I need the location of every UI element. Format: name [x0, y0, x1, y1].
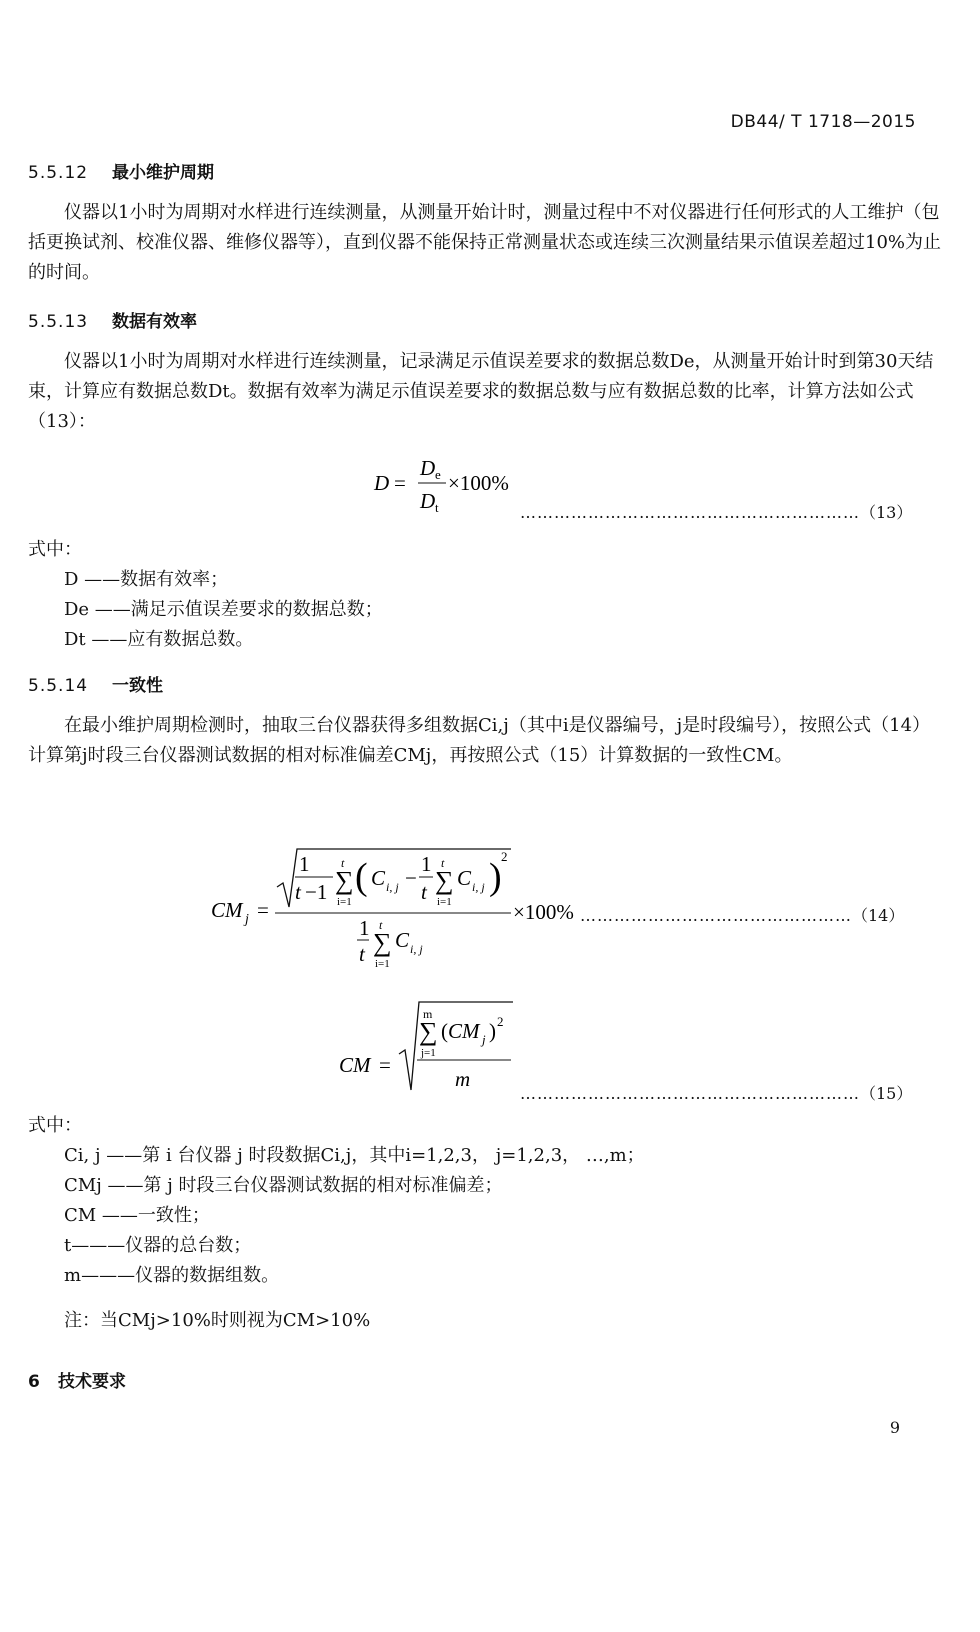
svg-text:t: t	[441, 856, 445, 870]
section-title: 一致性	[112, 676, 163, 696]
section-title: 数据有效率	[112, 312, 197, 332]
svg-text:1: 1	[359, 916, 370, 940]
svg-text:t: t	[295, 880, 301, 904]
svg-text:i=1: i=1	[437, 896, 452, 908]
section-number: 5.5.12	[28, 163, 89, 183]
note: 注：当CMj>10%时则视为CM>10%	[64, 1310, 371, 1331]
svg-text:t: t	[341, 856, 345, 870]
section-heading-5-5-14	[28, 671, 163, 696]
svg-text:1: 1	[299, 852, 310, 876]
eq13-number: （13）	[860, 503, 913, 522]
formula-15-graphic	[335, 996, 525, 1096]
section-number: 5.5.14	[28, 676, 89, 696]
section-number: 6	[28, 1372, 40, 1392]
svg-text:(: (	[355, 856, 368, 898]
svg-text:∑: ∑	[373, 928, 392, 957]
svg-text:): )	[489, 1019, 496, 1043]
svg-text:D: D	[420, 489, 436, 513]
section-title: 最小维护周期	[112, 163, 214, 183]
svg-text:i=1: i=1	[337, 896, 352, 908]
svg-text:i, j: i, j	[472, 880, 485, 894]
svg-text:C: C	[395, 928, 410, 952]
svg-text:2: 2	[501, 849, 508, 864]
svg-text:m: m	[423, 1007, 433, 1021]
eq15-number: （15）	[860, 1084, 913, 1103]
section-title: 技术要求	[58, 1372, 126, 1392]
svg-text:∑: ∑	[335, 866, 354, 895]
svg-text:CM: CM	[339, 1053, 371, 1077]
paragraph-consistency: 在最小维护周期检测时，抽取三台仪器获得多组数据Ci,j（其中i是仪器编号，j是时段编号），按照公式（14）计算第j时段三台仪器测试数据的相对标准偏差CMj，再按照公式（15）计算数据的一致性CM。	[28, 715, 931, 766]
svg-text:(: (	[441, 1019, 448, 1043]
svg-text:×100%: ×100%	[513, 900, 574, 924]
svg-text:CM: CM	[211, 898, 243, 922]
formula-14-graphic	[205, 845, 585, 975]
svg-text:∑: ∑	[435, 866, 454, 895]
svg-text:t: t	[359, 942, 365, 966]
svg-text:j: j	[482, 1032, 486, 1047]
svg-text:i=1: i=1	[375, 958, 390, 970]
svg-text:j: j	[245, 912, 249, 927]
def-CM: CM ——一致性；	[64, 1205, 210, 1226]
svg-text:t: t	[379, 918, 383, 932]
def-CMj: CMj ——第 j 时段三台仪器测试数据的相对标准偏差；	[64, 1175, 503, 1196]
def-Cij: Ci, j ——第 i 台仪器 j 时段数据Ci,j，其中i=1,2,3， j=1,2,3， …,m；	[64, 1145, 645, 1166]
svg-text:×100%: ×100%	[448, 471, 509, 495]
svg-text:=: =	[257, 898, 269, 922]
standard-number: DB44/ T 1718—2015	[730, 112, 916, 132]
def-m: m———仪器的数据组数。	[64, 1265, 280, 1286]
svg-text:=: =	[394, 471, 406, 495]
svg-text:−1: −1	[305, 880, 328, 904]
svg-text:=: =	[379, 1053, 391, 1077]
page-number: 9	[889, 1418, 900, 1437]
formula-13	[370, 450, 530, 520]
section-heading-5-5-12	[28, 158, 214, 183]
formula-15	[335, 996, 525, 1096]
svg-text:D: D	[374, 471, 390, 495]
def-Dt: Dt ——应有数据总数。	[64, 629, 254, 650]
svg-text:m: m	[455, 1067, 471, 1091]
svg-text:e: e	[435, 467, 441, 482]
svg-text:t: t	[435, 500, 439, 515]
section-heading-5-5-13	[28, 307, 197, 332]
def-De: De ——满足示值误差要求的数据总数；	[64, 599, 383, 620]
eq14-number: （14）	[852, 906, 905, 925]
svg-text:∑: ∑	[419, 1017, 438, 1046]
def-t: t———仪器的总台数；	[64, 1235, 252, 1256]
eq14-leader: …………………………………………（14）	[580, 906, 905, 925]
svg-text:): )	[489, 856, 502, 898]
svg-text:2: 2	[497, 1014, 504, 1029]
section-heading-6	[28, 1367, 126, 1392]
svg-text:D: D	[420, 456, 436, 480]
def-D: D ——数据有效率；	[64, 569, 229, 590]
svg-text:CM: CM	[448, 1019, 480, 1043]
svg-text:t: t	[421, 880, 427, 904]
svg-text:i, j: i, j	[386, 880, 399, 894]
svg-text:−: −	[405, 866, 417, 890]
paragraph-min-maintenance: 仪器以1小时为周期对水样进行连续测量，从测量开始计时，测量过程中不对仪器进行任何形式的人工维护（包括更换试剂、校准仪器、维修仪器等），直到仪器不能保持正常测量状态或连续三次测量结果示值误差超过10%为止的时间。	[28, 202, 942, 283]
formula-13-graphic	[370, 450, 530, 520]
svg-text:j=1: j=1	[421, 1047, 436, 1059]
eq15-leader: ……………………………………………………（15）	[520, 1084, 913, 1103]
formula-14	[205, 845, 585, 975]
eq13-leader: ……………………………………………………（13）	[520, 503, 913, 522]
where-label-14: 式中：	[28, 1115, 82, 1136]
paragraph-data-validity: 仪器以1小时为周期对水样进行连续测量，记录满足示值误差要求的数据总数De，从测量开始计时到第30天结束，计算应有数据总数Dt。数据有效率为满足示值误差要求的数据总数与应有数据总数的比率，计算方法如公式（13）：	[28, 351, 934, 432]
where-label-13: 式中：	[28, 539, 82, 560]
section-number: 5.5.13	[28, 312, 89, 332]
svg-text:C: C	[371, 866, 386, 890]
svg-text:i, j: i, j	[410, 942, 423, 956]
svg-text:C: C	[457, 866, 472, 890]
svg-text:1: 1	[421, 852, 432, 876]
